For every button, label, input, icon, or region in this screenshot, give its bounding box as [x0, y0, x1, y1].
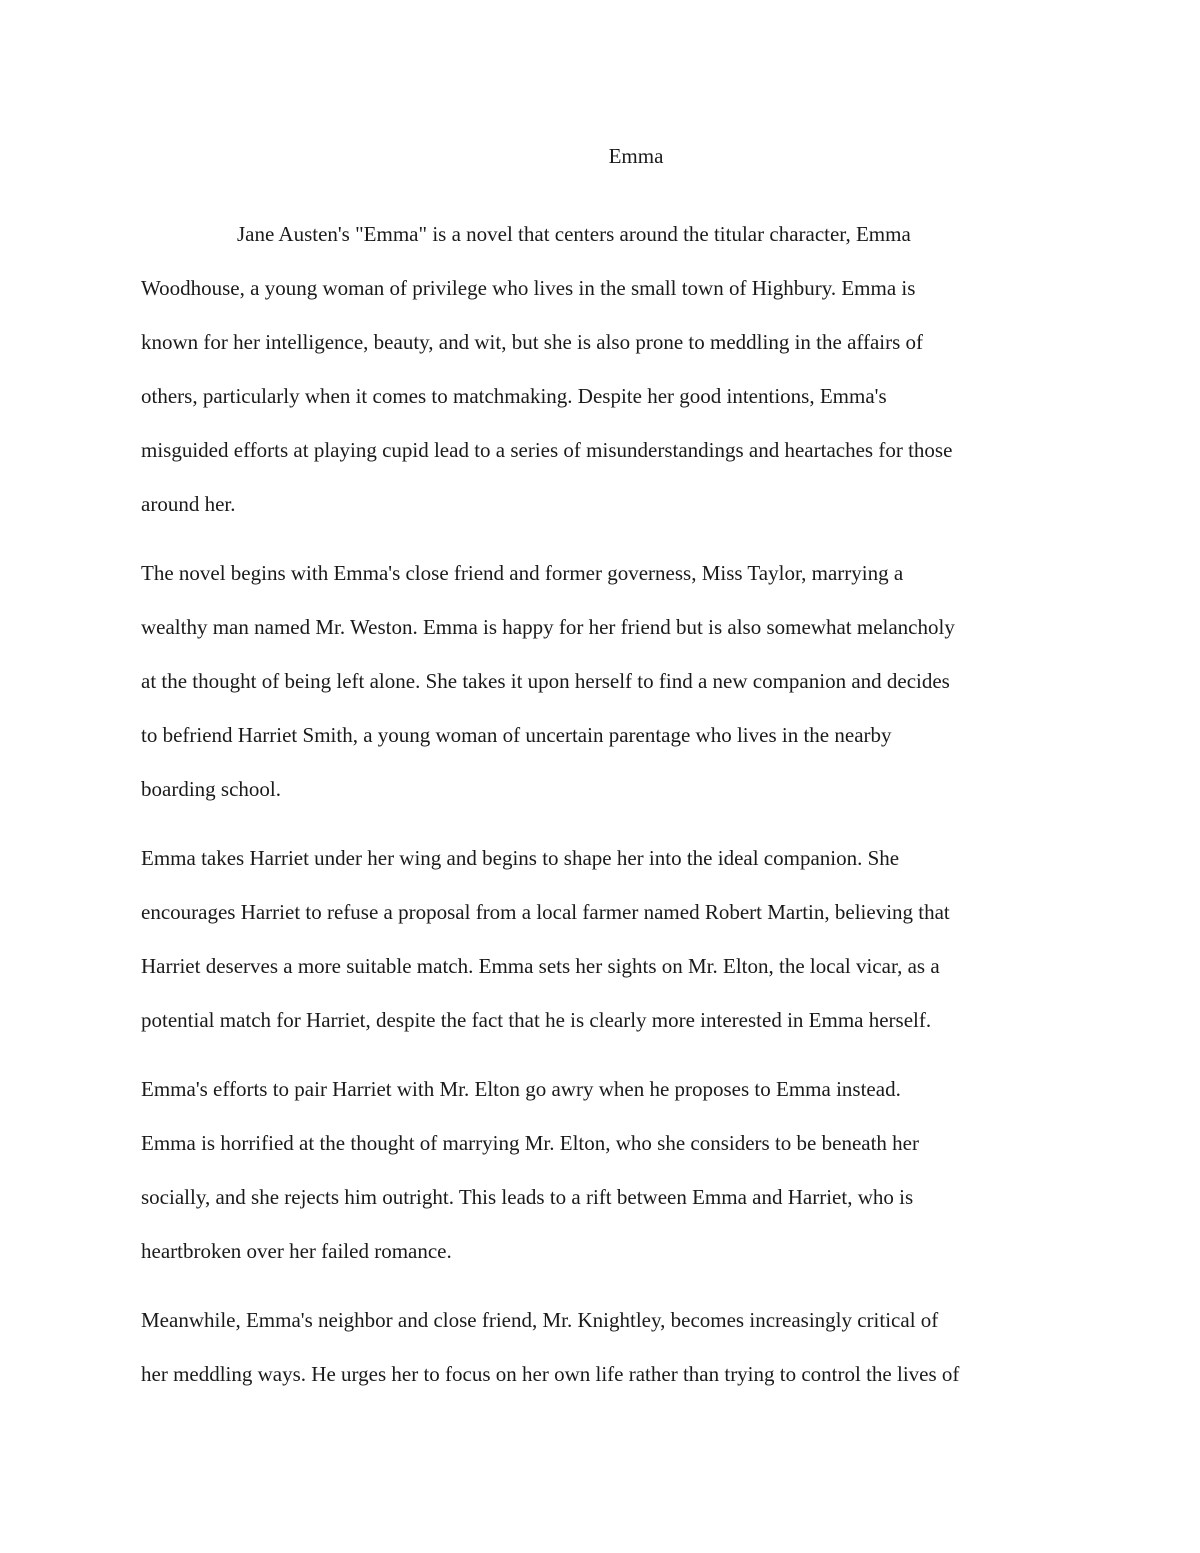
text-line: Emma is horrified at the thought of marrying Mr. Elton, who she considers to be beneath her	[141, 1131, 919, 1155]
text-line: boarding school.	[141, 777, 281, 801]
text-line: Woodhouse, a young woman of privilege who lives in the small town of Highbury. Emma is	[141, 276, 916, 300]
text-line: Meanwhile, Emma's neighbor and close friend, Mr. Knightley, becomes increasingly critical of	[141, 1308, 939, 1332]
text-line: at the thought of being left alone. She takes it upon herself to find a new companion and decides	[141, 669, 950, 693]
paragraph-2	[141, 546, 1066, 816]
text-line: around her.	[141, 492, 236, 516]
text-line: to befriend Harriet Smith, a young woman of uncertain parentage who lives in the nearby	[141, 723, 892, 747]
paragraph-5	[141, 1293, 1066, 1401]
text-line: known for her intelligence, beauty, and wit, but she is also prone to meddling in the affairs of	[141, 330, 924, 354]
text-line: Harriet deserves a more suitable match. Emma sets her sights on Mr. Elton, the local vicar, as a	[141, 954, 940, 978]
document-body	[141, 207, 1066, 1416]
text-line: wealthy man named Mr. Weston. Emma is happy for her friend but is also somewhat melancholy	[141, 615, 955, 639]
paragraph-3	[141, 831, 1066, 1047]
text-line: Emma's efforts to pair Harriet with Mr. Elton go awry when he proposes to Emma instead.	[141, 1077, 901, 1101]
text-line: her meddling ways. He urges her to focus on her own life rather than trying to control the lives of	[141, 1362, 960, 1386]
text-line: heartbroken over her failed romance.	[141, 1239, 452, 1263]
text-line: potential match for Harriet, despite the fact that he is clearly more interested in Emma herself.	[141, 1008, 932, 1032]
paragraph-4	[141, 1062, 1066, 1278]
text-line: misguided efforts at playing cupid lead to a series of misunderstandings and heartaches for those	[141, 438, 953, 462]
text-line: The novel begins with Emma's close friend and former governess, Miss Taylor, marrying a	[141, 561, 904, 585]
text-line: socially, and she rejects him outright. This leads to a rift between Emma and Harriet, who is	[141, 1185, 914, 1209]
text-line: Emma takes Harriet under her wing and begins to shape her into the ideal companion. She	[141, 846, 900, 870]
text-line: encourages Harriet to refuse a proposal from a local farmer named Robert Martin, believing that	[141, 900, 950, 924]
document-title: Emma	[608, 144, 664, 168]
paragraph-1	[141, 207, 1066, 531]
text-line: others, particularly when it comes to matchmaking. Despite her good intentions, Emma's	[141, 384, 887, 408]
text-line: Jane Austen's "Emma" is a novel that centers around the titular character, Emma	[237, 222, 911, 246]
